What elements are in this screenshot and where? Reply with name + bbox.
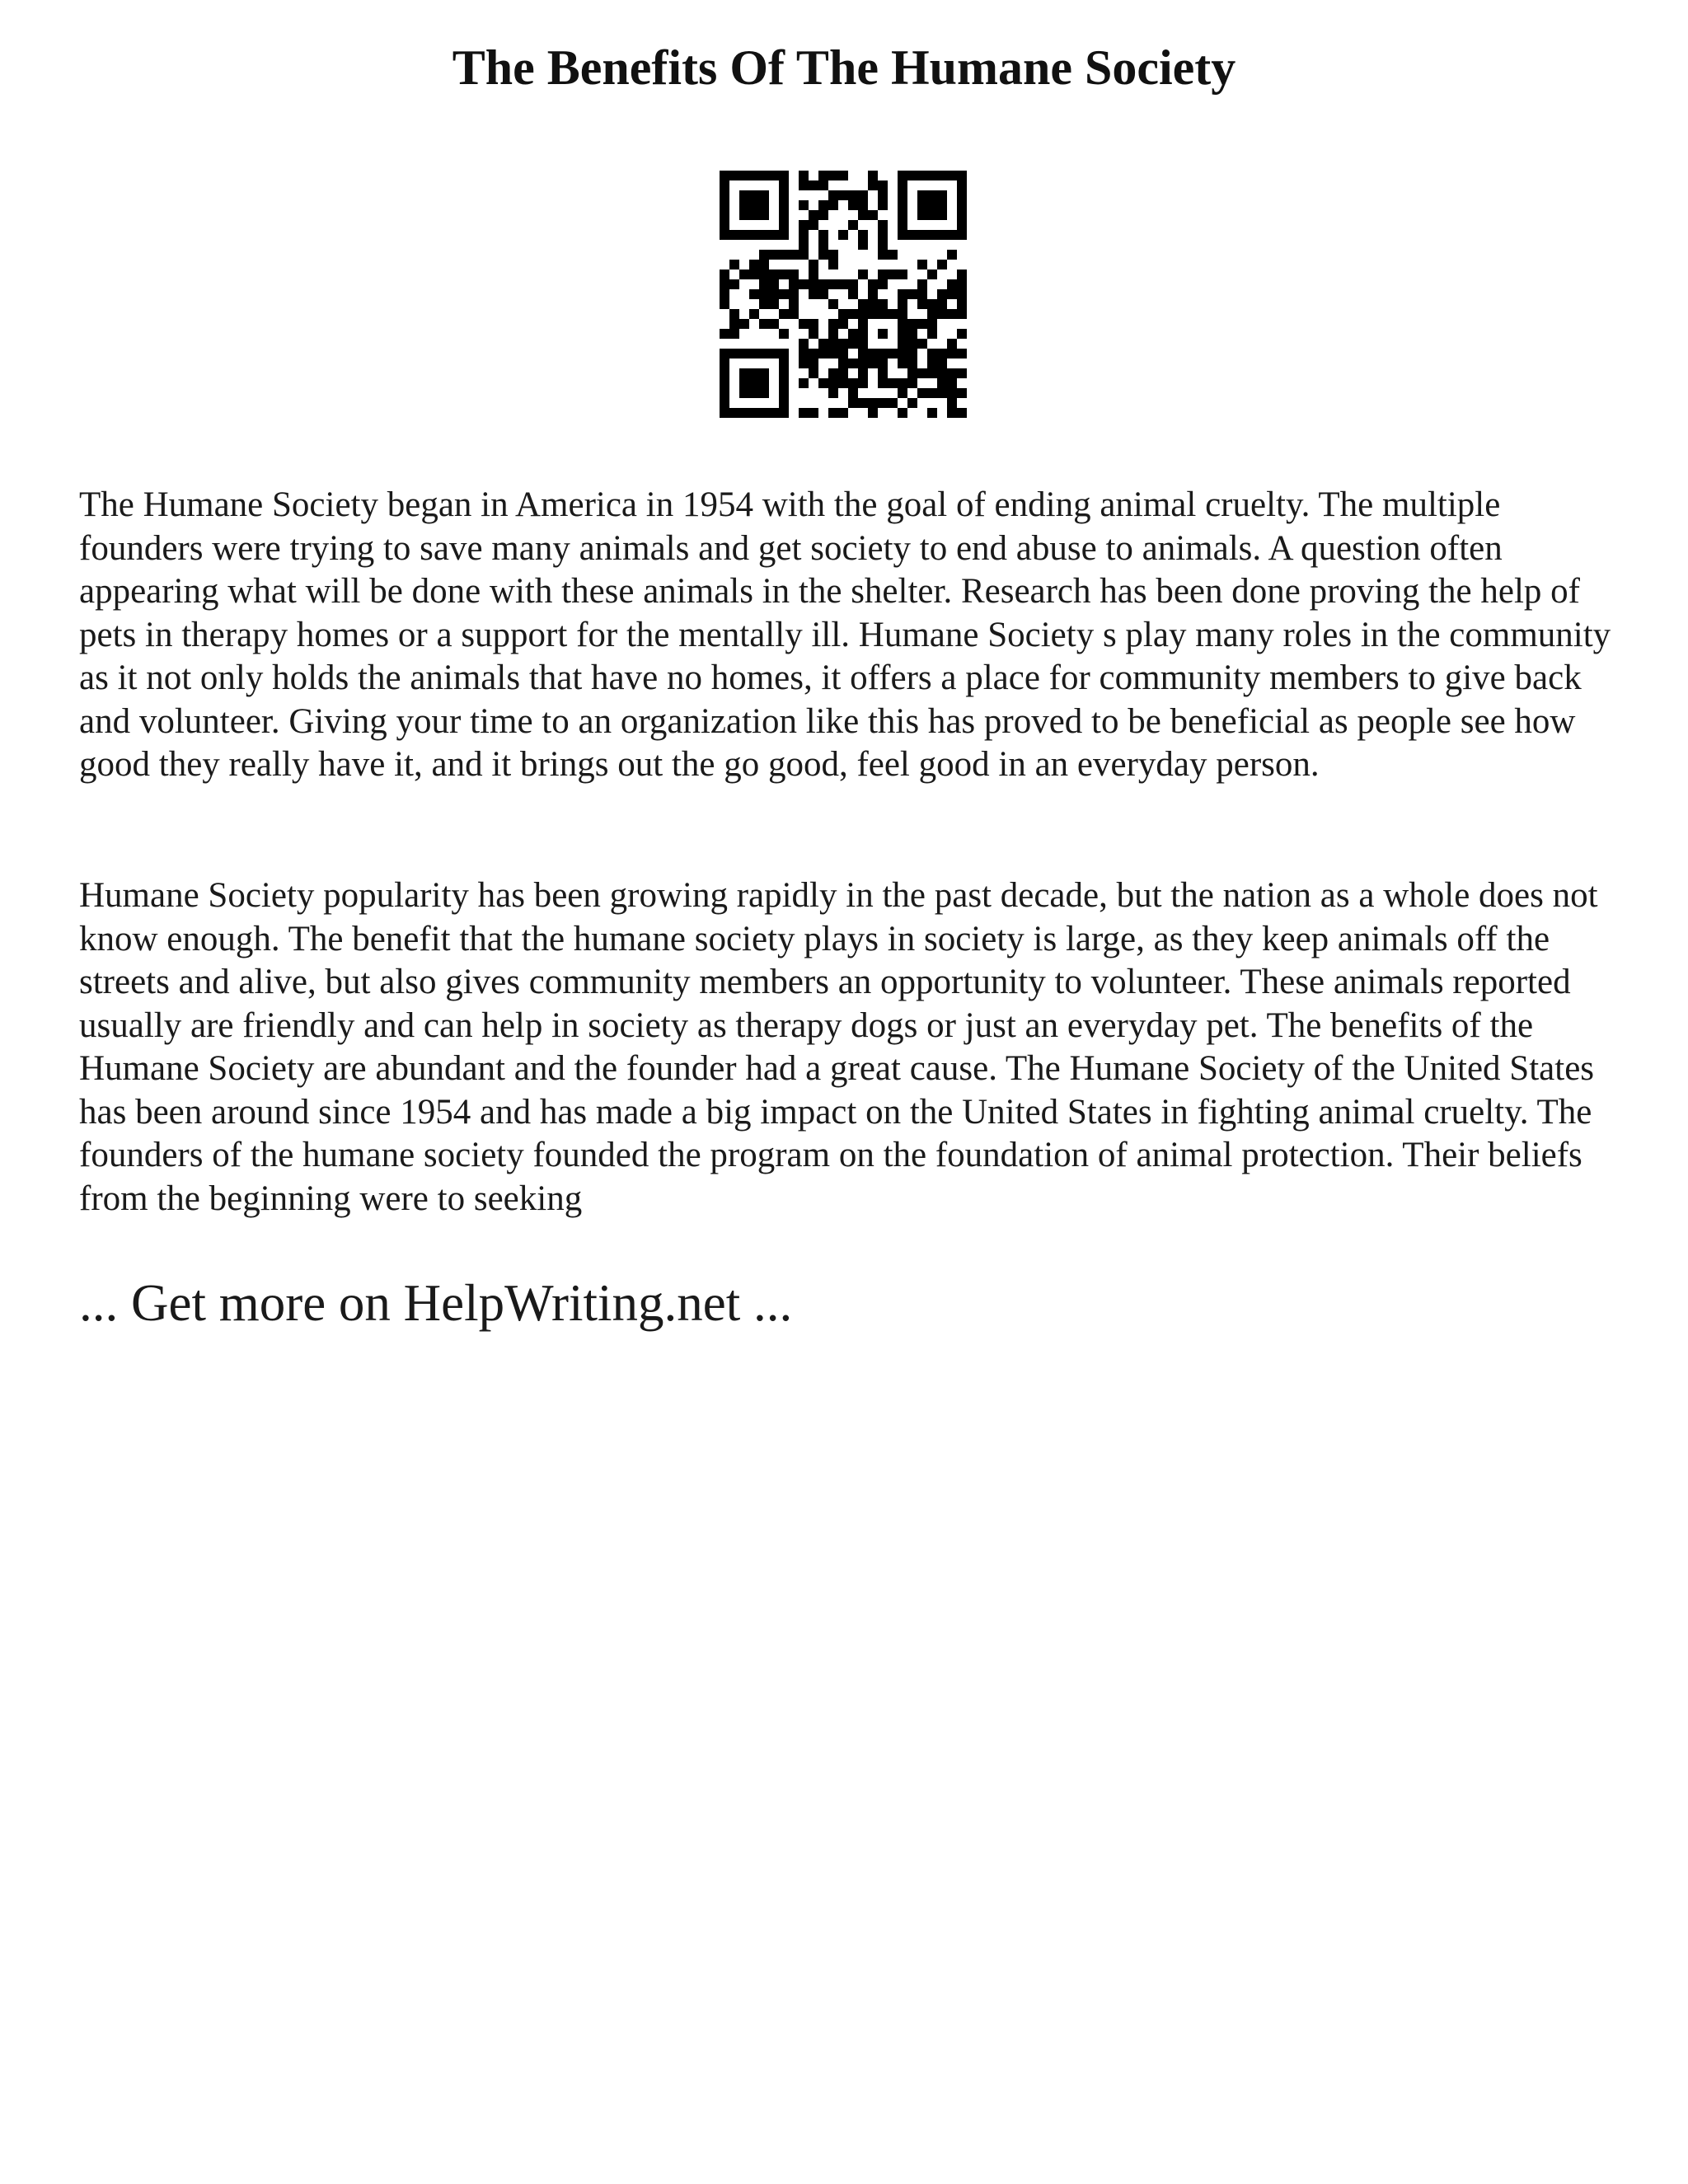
qr-code-icon — [720, 171, 967, 418]
body-paragraph-2: Humane Society popularity has been growing rapidly in the past decade, but the nation as a whole does not know enough. The benefit that the humane society plays in society is large, as they keep animals off the streets and alive, but also gives community members an opportunity to volunteer. These animals reported usually are friendly and can help in society as therapy dogs or just an everyday pet. The benefits of the Humane Society are abundant and the founder had a great cause. The Humane Society of the United States has been around since 1954 and has made a big impact on the United States in fighting animal cruelty. The founders of the humane society founded the program on the foundation of animal protection. Their beliefs from the beginning were to seeking — [79, 876, 1598, 1218]
page-title: The Benefits Of The Humane Society — [452, 40, 1236, 95]
body-paragraph-1: The Humane Society began in America in 1954 with the goal of ending animal cruelty. The multiple founders were trying to save many animals and get society to end abuse to animals. A question often appearing what will be done with these animals in the shelter. Research has been done proving the help of pets in therapy homes or a support for the mentally ill. Humane Society s play many roles in the community as it not only holds the animals that have no homes, it offers a place for community members to give back and volunteer. Giving your time to an organization like this has proved to be beneficial as people see how good they really have it, and it brings out the go good, feel good in an everyday person. — [79, 485, 1611, 784]
get-more-link[interactable]: ... Get more on HelpWriting.net ... — [79, 1274, 793, 1332]
